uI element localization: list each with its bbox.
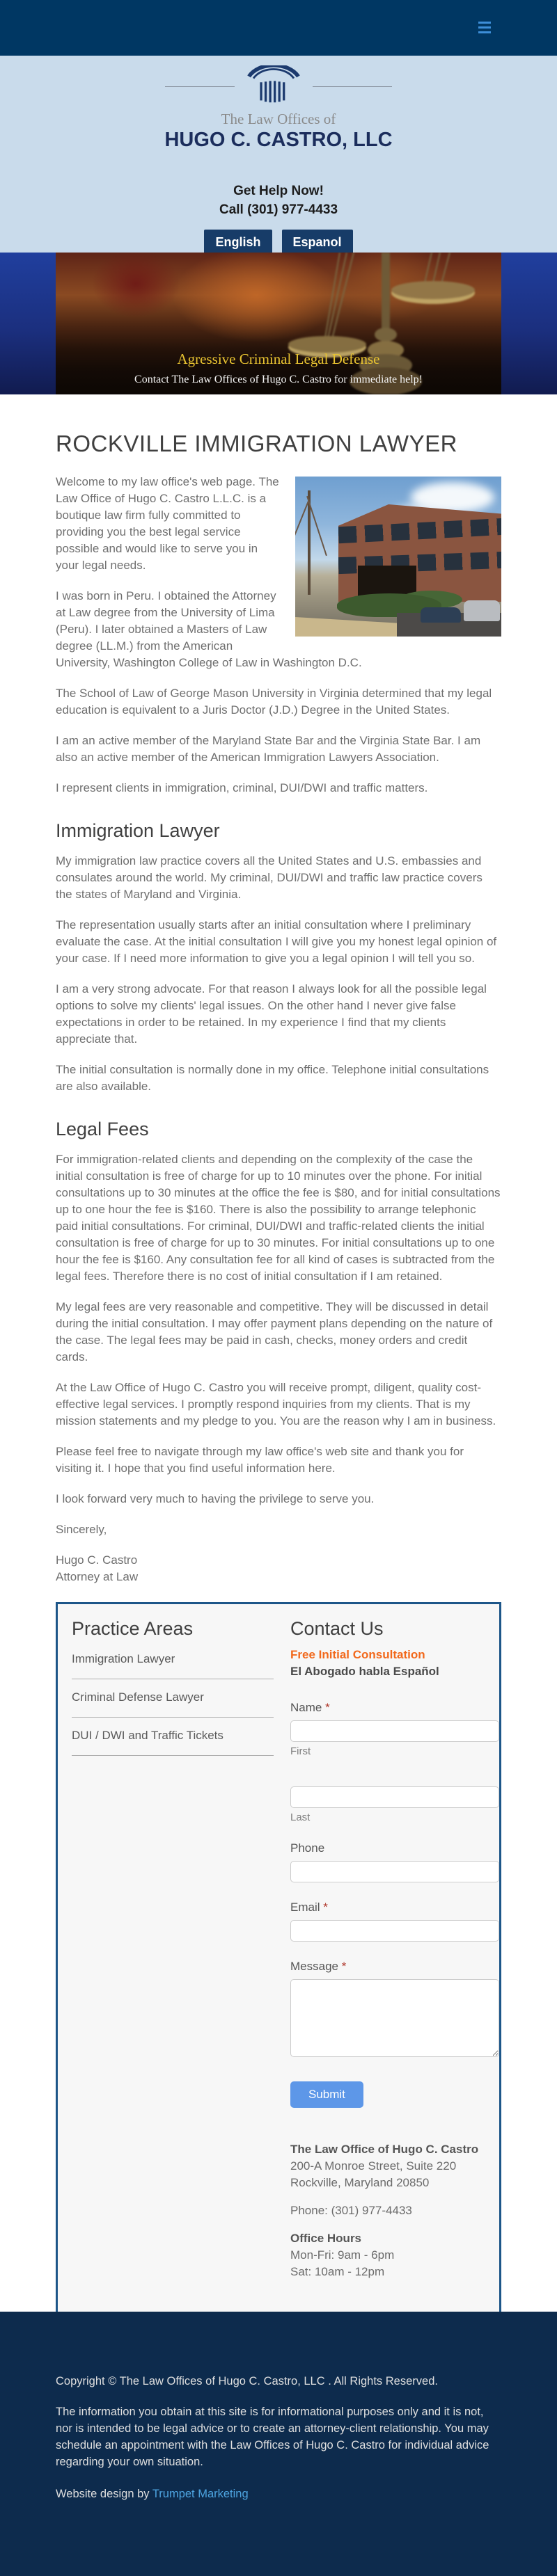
signoff-sincerely: Sincerely, bbox=[56, 1523, 107, 1536]
logo-tagline: The Law Offices of bbox=[221, 111, 336, 127]
email-input[interactable] bbox=[290, 1920, 499, 1942]
intro-paragraph: The School of Law of George Mason University in Virginia determined that my legal education is equivalent to a Juris Doctor (J.D.) Degree in the United States. bbox=[56, 687, 492, 717]
address-city: Rockville, Maryland 20850 bbox=[290, 2176, 430, 2189]
contact-us-column bbox=[290, 1618, 499, 2280]
free-consultation-text: Free Initial Consultation bbox=[290, 1648, 425, 1661]
last-sublabel: Last bbox=[290, 1811, 311, 1823]
get-help-text: Get Help Now! bbox=[233, 184, 324, 198]
section-paragraph: For immigration-related clients and depending on the complexity of the case the initial consultation is free of charge for up to 10 minutes over the phone. For initial consultations up to 30 minutes at the office the fee is $80, and for initial consultations up to one hour the fee is $160. There is also the possibility to arrange telephonic paid initial consultations. For criminal, DUI/DWI and traffic-related clients the initial consultation is free of charge for up to 30 minutes. For initial consultations up to one hour the fee is $160. Any consultation fee for all kind of cases is subtracted from the legal fees. Therefore there is no cost of initial consultation if I am retained. bbox=[56, 1153, 501, 1283]
office-hours-saturday: Sat: 10am - 12pm bbox=[290, 2265, 385, 2278]
message-textarea[interactable] bbox=[290, 1979, 499, 2057]
footer-design-credit: Website design by Trumpet Marketing bbox=[56, 2488, 249, 2500]
office-building-photo bbox=[295, 477, 501, 637]
top-navigation-bar bbox=[0, 0, 557, 56]
phone-input[interactable] bbox=[290, 1861, 499, 1882]
page-title: ROCKVILLE IMMIGRATION LAWYER bbox=[56, 431, 457, 456]
section-heading-legal-fees: Legal Fees bbox=[56, 1119, 149, 1139]
section-paragraph: The initial consultation is normally done in my office. Telephone initial consultations are also available. bbox=[56, 1063, 489, 1093]
required-asterisk: * bbox=[325, 1701, 330, 1714]
trumpet-marketing-link[interactable]: Trumpet Marketing bbox=[152, 2488, 249, 2500]
hero-section bbox=[0, 253, 557, 394]
message-label: Message * bbox=[290, 1960, 347, 1973]
footer-copyright: Copyright © The Law Offices of Hugo C. Castro, LLC . All Rights Reserved. bbox=[56, 2375, 438, 2387]
address-block bbox=[290, 2141, 499, 2280]
contact-us-title: Contact Us bbox=[290, 1618, 384, 1639]
practice-areas-column bbox=[72, 1618, 274, 2280]
office-hours-title: Office Hours bbox=[290, 2232, 362, 2245]
site-header bbox=[0, 56, 557, 253]
first-sublabel: First bbox=[290, 1745, 311, 1757]
section-heading-immigration: Immigration Lawyer bbox=[56, 820, 220, 841]
espanol-button[interactable]: Espanol bbox=[282, 230, 353, 255]
signoff-name: Hugo C. Castro bbox=[56, 1553, 138, 1567]
address-phone: Phone: (301) 977-4433 bbox=[290, 2204, 412, 2217]
logo-firm-name: HUGO C. CASTRO, LLC bbox=[164, 129, 393, 151]
first-name-input[interactable] bbox=[290, 1720, 499, 1742]
intro-paragraph: I am an active member of the Maryland State Bar and the Virginia State Bar. I am also an active member of the American Immigration Lawyers Association. bbox=[56, 734, 481, 764]
column-pillar-icon bbox=[244, 65, 303, 108]
section-paragraph: The representation usually starts after an initial consultation where I preliminary evaluate the case. At the initial consultation I will give you my honest legal opinion of your case. If I need more information to give you a legal opinion I will tell you so. bbox=[56, 918, 497, 965]
practice-link-criminal-defense[interactable]: Criminal Defense Lawyer bbox=[72, 1679, 274, 1718]
section-paragraph: My immigration law practice covers all the United States and U.S. embassies and consulates around the world. My criminal, DUI/DWI and traffic law practice covers the states of Maryland and Virginia. bbox=[56, 854, 483, 901]
practice-contact-box bbox=[56, 1602, 501, 2312]
section-paragraph: My legal fees are very reasonable and competitive. They will be discussed in detail during the initial consultation. I may offer payment plans depending on the nature of the case. The legal fees may be paid in cash, checks, money orders and credit cards. bbox=[56, 1300, 493, 1363]
espanol-note: El Abogado habla Español bbox=[290, 1665, 439, 1678]
main-content bbox=[0, 394, 557, 2312]
intro-paragraph: Welcome to my law office's web page. The Law Office of Hugo C. Castro L.L.C. is a boutique law firm fully committed to providing you the best legal service possible and would like to serve you in your legal needs. bbox=[56, 475, 279, 572]
phone-label: Phone bbox=[290, 1841, 325, 1855]
required-asterisk: * bbox=[323, 1901, 328, 1914]
practice-areas-title: Practice Areas bbox=[72, 1618, 194, 1639]
footer-disclaimer: The information you obtain at this site is for informational purposes only and it is not, nor is intended to be legal advice or to create an attorney-client relationship. You may schedule an appointment with the Law Offices of Hugo C. Castro for individual advice regarding your own situation. bbox=[56, 2406, 489, 2468]
section-paragraph: At the Law Office of Hugo C. Castro you will receive prompt, diligent, quality cost-effective legal services. I promptly respond inquiries from my clients. That is my mission statements and my pledge to you. You are the reason why I am in business. bbox=[56, 1381, 496, 1427]
logo-divider-right bbox=[313, 86, 392, 87]
intro-paragraph: I was born in Peru. I obtained the Attorney at Law degree from the University of Lima (Peru). I later obtained a Masters of Law degree (LL.M.) from the American University, Washington College of Law in Washington D.C. bbox=[56, 589, 362, 669]
intro-paragraph: I represent clients in immigration, criminal, DUI/DWI and traffic matters. bbox=[56, 781, 428, 794]
name-label: Name * bbox=[290, 1701, 330, 1714]
scales-of-justice-photo bbox=[56, 253, 501, 394]
call-phone-text: Call (301) 977-4433 bbox=[219, 202, 338, 217]
hero-caption-subtitle: Contact The Law Offices of Hugo C. Castro for immediate help! bbox=[134, 374, 423, 385]
practice-link-immigration[interactable]: Immigration Lawyer bbox=[72, 1647, 274, 1679]
email-label: Email * bbox=[290, 1901, 328, 1914]
office-hours-weekday: Mon-Fri: 9am - 6pm bbox=[290, 2248, 395, 2262]
practice-link-dui-dwi[interactable]: DUI / DWI and Traffic Tickets bbox=[72, 1718, 274, 1756]
address-street: 200-A Monroe Street, Suite 220 bbox=[290, 2159, 457, 2173]
logo-divider-left bbox=[165, 86, 235, 87]
signoff-title: Attorney at Law bbox=[56, 1570, 139, 1583]
hamburger-menu-icon[interactable] bbox=[478, 22, 491, 36]
hero-caption-title: Agressive Criminal Legal Defense bbox=[177, 351, 380, 367]
site-footer bbox=[0, 2312, 557, 2576]
submit-button[interactable]: Submit bbox=[290, 2081, 363, 2108]
english-button[interactable]: English bbox=[204, 230, 272, 255]
section-paragraph: I am a very strong advocate. For that reason I always look for all the possible legal options to solve my clients' legal issues. On the other hand I never give false expectations in order to be retained. In my experience I find that my clients appreciate that. bbox=[56, 982, 487, 1046]
address-firm-name: The Law Office of Hugo C. Castro bbox=[290, 2143, 479, 2156]
required-asterisk: * bbox=[341, 1960, 347, 1973]
section-paragraph: I look forward very much to having the privilege to serve you. bbox=[56, 1492, 375, 1505]
last-name-input[interactable] bbox=[290, 1786, 499, 1808]
section-paragraph: Please feel free to navigate through my law office's web site and thank you for visiting it. I hope that you find useful information here. bbox=[56, 1445, 464, 1475]
logo bbox=[0, 56, 557, 152]
